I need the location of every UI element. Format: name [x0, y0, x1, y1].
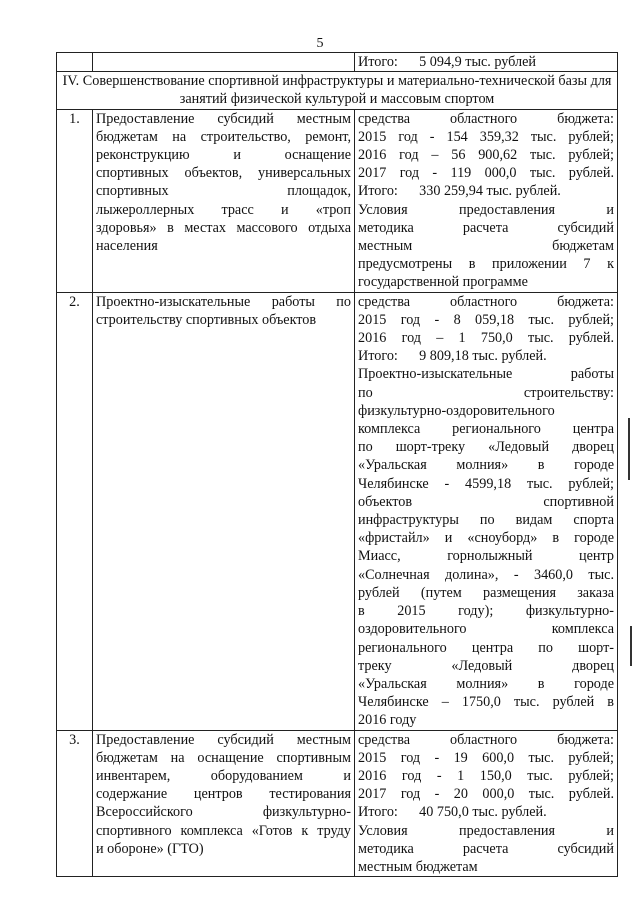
text-line: населения: [96, 238, 158, 255]
text-line: Условия предоставления и: [358, 201, 614, 218]
text-line: спортивных площадок,: [96, 183, 351, 200]
text-line: Предоставление субсидий местным: [96, 110, 351, 127]
text-line: средства областного бюджета:: [358, 110, 614, 127]
table-row: [57, 292, 618, 730]
text-line: строительству спортивных объектов: [96, 311, 317, 328]
text-line: местным бюджетам: [358, 238, 614, 255]
text-line: «фристайл» и «сноуборд» в городе: [358, 530, 614, 547]
text-line: «Солнечная долина», - 3460,0 тыс.: [358, 566, 614, 583]
text-line: треку «Ледовый дворец: [358, 657, 614, 674]
text-line: «Уральская молния» в городе: [358, 457, 614, 474]
text-line: 2016 год – 56 900,62 тыс. рублей;: [358, 147, 614, 164]
text-line: объектов спортивной: [358, 493, 614, 510]
text-line: методика расчета субсидий: [358, 219, 614, 236]
text-line: Всероссийского физкультурно-: [96, 804, 351, 821]
financing-details: [355, 109, 618, 292]
margin-mark: [630, 626, 632, 666]
text-line: 2016 год – 1 750,0 тыс. рублей.: [358, 330, 614, 347]
text-line: Проектно-изыскательные работы по: [96, 293, 351, 310]
text-line: 2015 год - 19 600,0 тыс. рублей;: [358, 749, 614, 766]
measure-description: [93, 292, 355, 730]
text-line: Условия предоставления и: [358, 822, 614, 839]
financing-details: [355, 730, 618, 877]
text-line: 2017 год - 20 000,0 тыс. рублей.: [358, 786, 614, 803]
text-line: государственной программе: [358, 274, 528, 291]
cell-empty: [93, 53, 355, 72]
row-number: 1.: [57, 109, 93, 292]
row-number: 2.: [57, 292, 93, 730]
text-line: методика расчета субсидий: [358, 840, 614, 857]
text-line: «Уральская молния» в городе: [358, 675, 614, 692]
text-line: и обороне» (ГТО): [96, 840, 204, 857]
text-line: Миасс, горнолыжный центр: [358, 548, 614, 565]
text-line: инвентарем, оборудованием и: [96, 767, 351, 784]
text-line: Итого: 9 809,18 тыс. рублей.: [358, 348, 547, 365]
section-header-row: [57, 72, 618, 109]
previous-total: Итого: 5 094,9 тыс. рублей: [355, 53, 618, 72]
text-line: рублей (путем размещения заказа: [358, 584, 614, 601]
text-line: Челябинске - 4599,18 тыс. рублей;: [358, 475, 614, 492]
text-line: Челябинске – 1750,0 тыс. рублей в: [358, 694, 614, 711]
text-line: 2015 год - 8 059,18 тыс. рублей;: [358, 311, 614, 328]
text-line: 2017 год - 119 000,0 тыс. рублей.: [358, 165, 614, 182]
financing-details: [355, 292, 618, 730]
text-line: инфраструктуры по видам спорта: [358, 512, 614, 529]
text-line: лыжероллерных трасс и «троп: [96, 201, 351, 218]
text-line: по шорт-треку «Ледовый дворец: [358, 439, 614, 456]
text-line: Итого: 40 750,0 тыс. рублей.: [358, 804, 547, 821]
measure-description: [93, 730, 355, 877]
text-line: комплекса регионального центра: [358, 421, 614, 438]
text-line: спортивных объектов, универсальных: [96, 165, 351, 182]
text-line: 2016 год - 1 150,0 тыс. рублей;: [358, 767, 614, 784]
text-line: по строительству:: [358, 384, 614, 401]
text-line: 2015 год - 154 359,32 тыс. рублей;: [358, 128, 614, 145]
text-line: Проектно-изыскательные работы: [358, 366, 614, 383]
text-line: бюджетам на оснащение спортивным: [96, 749, 351, 766]
text-line: оздоровительного комплекса: [358, 621, 614, 638]
table-row: [57, 109, 618, 292]
text-line: спортивного комплекса «Готов к труду: [96, 822, 351, 839]
text-line: регионального центра по шорт-: [358, 639, 614, 656]
table-row: [57, 730, 618, 877]
text-line: здоровья» в местах массового отдыха: [96, 219, 351, 236]
text-line: местным бюджетам: [358, 858, 478, 875]
row-number: 3.: [57, 730, 93, 877]
page-number: 5: [316, 36, 324, 51]
text-line: средства областного бюджета:: [358, 731, 614, 748]
margin-mark: [628, 418, 630, 480]
text-line: средства областного бюджета:: [358, 293, 614, 310]
program-table: [56, 52, 618, 877]
text-line: Итого: 330 259,94 тыс. рублей.: [358, 183, 561, 200]
measure-description: [93, 109, 355, 292]
text-line: содержание центров тестирования: [96, 786, 351, 803]
text-line: бюджетам на строительство, ремонт,: [96, 128, 351, 145]
text-line: 2016 году: [358, 712, 417, 729]
cell-empty: [57, 53, 93, 72]
text-line: в 2015 году); физкультурно-: [358, 603, 614, 620]
text-line: Предоставление субсидий местным: [96, 731, 351, 748]
text-line: предусмотрены в приложении 7 к: [358, 256, 614, 273]
text-line: физкультурно-оздоровительного: [358, 402, 555, 419]
text-line: реконструкцию и оснащение: [96, 147, 351, 164]
table-row-previous-total: [57, 53, 618, 72]
section-title: IV. Совершенствование спортивной инфраструктуры и материально-технической базы для занятий физической культурой и массовым спортом: [57, 72, 618, 109]
